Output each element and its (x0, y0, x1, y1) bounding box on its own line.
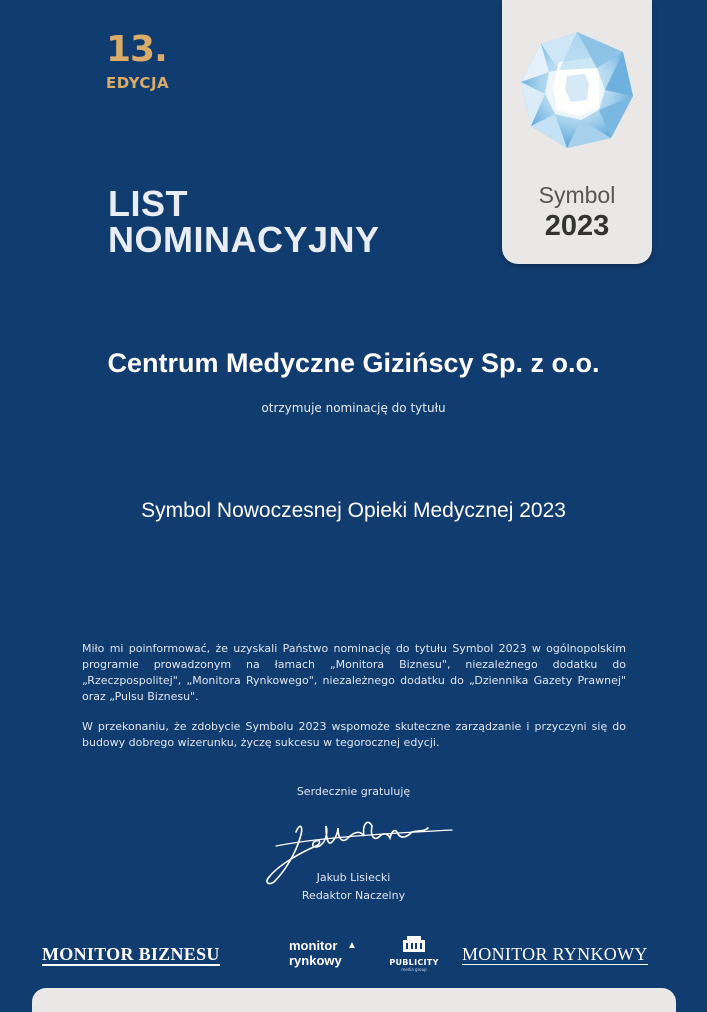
signatory-role: Redaktor Naczelny (301, 889, 406, 902)
publicity-logo (388, 934, 440, 972)
arrow-icon: ▲ (347, 940, 357, 951)
edition-mark (106, 29, 170, 92)
monitor-rynkowy-serif-logo: MONITOR RYNKOWY (462, 944, 648, 964)
receives-text: otrzymuje nominację do tytułu (261, 401, 446, 415)
building-icon (401, 934, 427, 952)
publicity-sub: media group (401, 967, 427, 972)
monitor-rynkowy-line-2: rynkowy (289, 953, 342, 968)
edition-label: EDYCJA (106, 74, 170, 92)
crystal-gem-icon (519, 30, 635, 150)
award-title: Symbol Nowoczesnej Opieki Medycznej 2023 (141, 499, 566, 522)
footer-bar (32, 988, 676, 1012)
badge-year: 2023 (544, 210, 610, 242)
signatory-name: Jakub Lisiecki (316, 871, 391, 884)
monitor-rynkowy-line-1: monitor (289, 938, 338, 953)
monitor-rynkowy-logo (289, 938, 357, 968)
letter-paragraph-2: W przekonaniu, że zdobycie Symbolu 2023 wspomoże skuteczne zarządzanie i przyczyni się do budowy dobrego wizerunku, życzę sukcesu w tegorocznej edycji. (82, 720, 626, 749)
monitor-biznesu-logo: MONITOR BIZNESU (42, 944, 220, 964)
letter-paragraph-1: Miło mi poinformować, że uzyskali Państwo nominację do tytułu Symbol 2023 w ogólnopolskim programie prowadzonym na łamach „Monitora Biznesu", niezależnego dodatku do „Rzeczpospolitej", „Monitora Rynkowego", niezależnego dodatku do „Dziennika Gazety Prawnej" oraz „Pulsu Biznesu". (82, 642, 626, 703)
title-line-2: NOMINACYJNY (108, 219, 380, 260)
page-title (108, 183, 380, 260)
greeting: Serdecznie gratuluję (296, 785, 411, 798)
publicity-name: PUBLICITY (389, 958, 439, 967)
title-line-1: LIST (108, 183, 188, 224)
badge-name: Symbol (538, 182, 616, 208)
symbol-badge (502, 0, 652, 264)
letter-body (82, 641, 626, 765)
publisher-logos (0, 930, 707, 980)
company-name: Centrum Medyczne Gizińscy Sp. z o.o. (107, 348, 600, 378)
edition-number: 13. (106, 29, 167, 70)
signatory (0, 869, 707, 905)
